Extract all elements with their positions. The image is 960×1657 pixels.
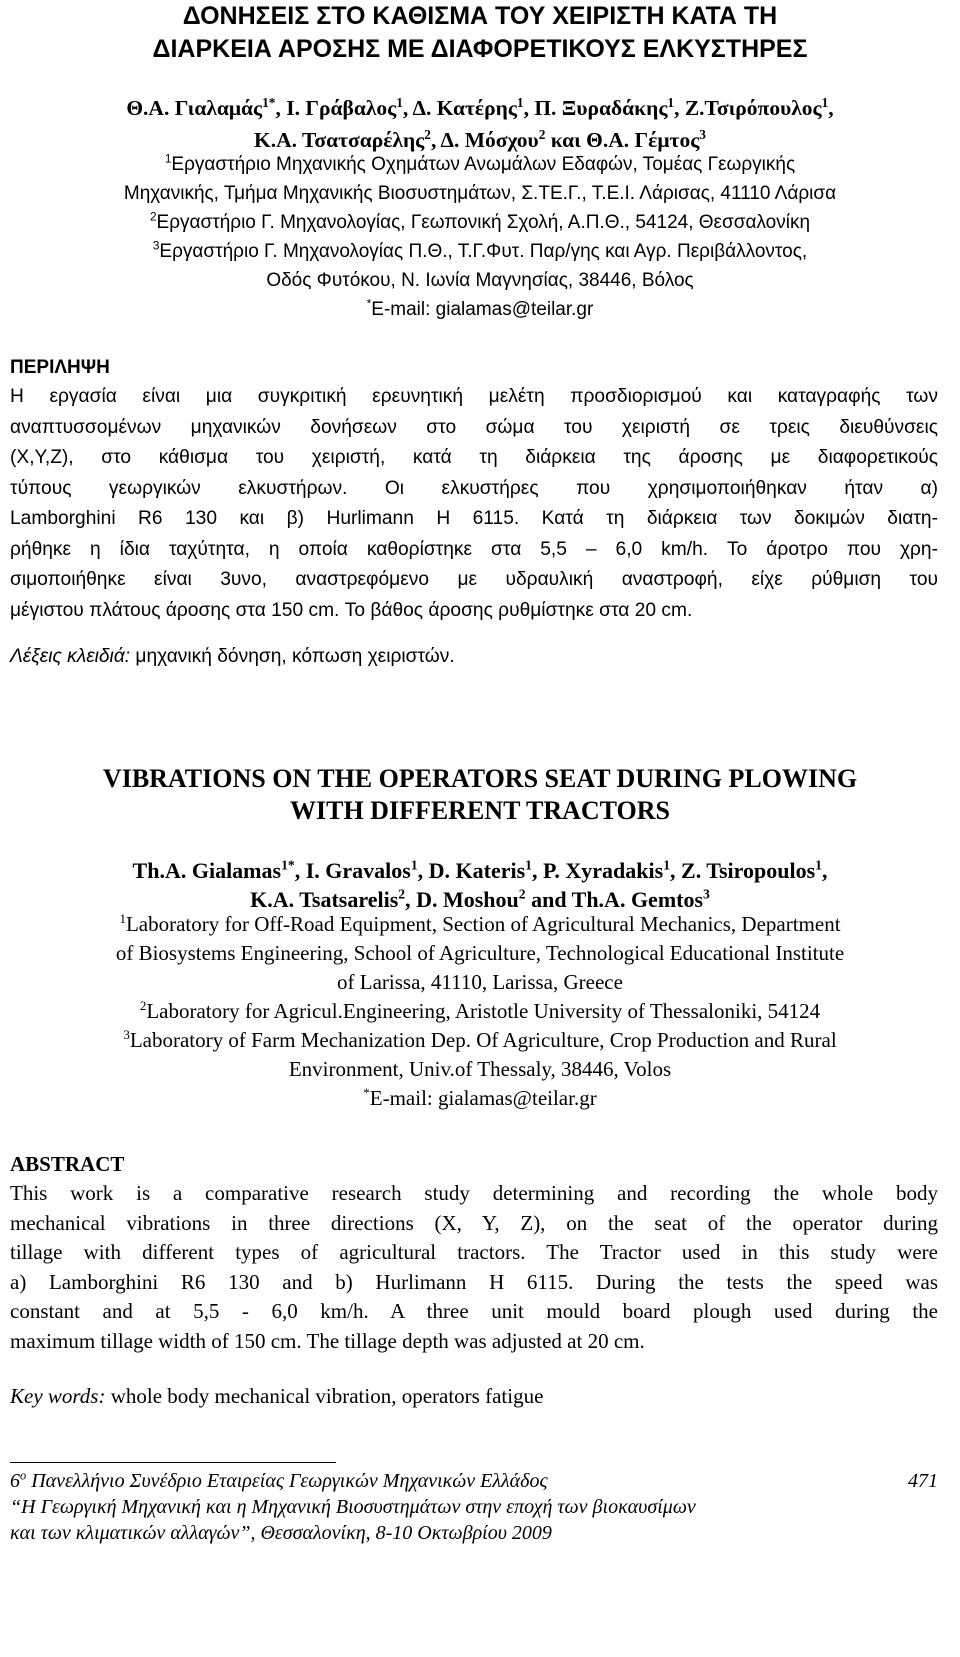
abstract-line: tillage with different types of agricultural tractors. The Tractor used in this study were [10,1240,938,1264]
keywords-label: Λέξεις κλειδιά: [10,646,131,667]
author-name: and Th.A. Gemtos [525,887,704,912]
author-separator: , [828,96,834,120]
affil-text: Εργαστήριο Γ. Μηχανολογίας, Γεωπονική Σχολή, Α.Π.Θ., 54124, Θεσσαλονίκη [156,212,811,233]
author-name: , Π. Ξυραδάκης [523,96,668,120]
author-affil-mark: 2 [424,126,431,142]
affiliation-line [0,1026,960,1055]
english-keywords [10,1384,938,1409]
conference-name: Πανελλήνιο Συνέδριο Εταιρείας Γεωργικών Μηχανικών Ελλάδος [26,1470,548,1492]
author-affil-mark: 1 [821,94,829,110]
author-affil-mark: 1 [667,94,675,110]
author-name: , P. Xyradakis [531,858,664,883]
author-affil-mark: 1* [262,94,276,110]
greek-abstract [10,382,938,626]
affiliation-line [0,237,960,266]
affil-text: Εργαστήριο Γ. Μηχανολογίας Π.Θ., Τ.Γ.Φυτ. Παρ/γης και Αγρ. Περιβάλλοντος, [159,241,808,262]
affil-text: Laboratory for Off-Road Equipment, Section of Agricultural Mechanics, Department [125,912,841,936]
affiliation-line: Μηχανικής, Τμήμα Μηχανικής Βιοσυστημάτων, Σ.ΤΕ.Γ., Τ.Ε.Ι. Λάρισας, 41110 Λάρισα [123,183,837,204]
abstract-line: μέγιστου πλάτους άροσης στα 150 cm. Το βάθος άροσης ρυθμίστηκε στα 20 cm. [10,599,693,621]
author-name: , Z. Tsiropoulos [670,858,816,883]
greek-title-line1: ΔΟΝΗΣΕΙΣ ΣΤΟ ΚΑΘΙΣΜΑ ΤΟΥ ΧΕΙΡΙΣΤΗ ΚΑΤΑ ΤΗ [182,2,778,30]
author-affil-mark: 1 [663,857,671,873]
keywords-text: μηχανική δόνηση, κόπωση χειριστών. [130,646,455,667]
author-name: , Δ. Κατέρης [402,96,517,120]
author-affil-mark: 2 [538,126,546,142]
page-number: 471 [908,1470,938,1492]
footer-line2: “Η Γεωργική Μηχανική και η Μηχανική Βιοσυστημάτων στην εποχή των βιοκαυσίμων [10,1496,696,1518]
author-name: , D. Moshou [405,887,519,912]
english-title-line1: VIBRATIONS ON THE OPERATORS SEAT DURING PLOWING [102,764,858,793]
english-affiliations [0,910,960,1113]
author-name: Th.A. Gialamas [132,858,282,883]
abstract-line: σιμοποιήθηκε είναι 3υνο, αναστρεφόμενο με υδραυλική αναστροφή, είχε ρύθμιση του [10,569,938,590]
email-mark: * [363,1085,370,1100]
email-text: E-mail: gialamas@teilar.gr [369,1086,597,1110]
english-authors [0,856,960,914]
abstract-line: a) Lamborghini R6 130 and b) Hurlimann H 6115. During the tests the speed was [10,1269,938,1294]
abstract-line: mechanical vibrations in three directions (X, Y, Z), on the seat of the operator during [10,1210,938,1235]
abstract-line: τύπους γεωργικών ελκυστήρων. Οι ελκυστήρες που χρησιμοποιήθηκαν ήταν α) [10,477,938,499]
author-affil-mark: 1* [281,857,295,873]
author-affil-mark: 1 [815,857,822,873]
english-abstract-heading: ABSTRACT [10,1152,125,1176]
author-name: Κ.Α. Τσατσαρέλης [254,128,425,152]
author-name: , Δ. Μόσχου [430,128,539,152]
greek-keywords [10,646,938,668]
email-line [0,295,960,324]
affil-text: Εργαστήριο Μηχανικής Οχημάτων Ανωμάλων Εδαφών, Τομέας Γεωργικής [171,154,796,175]
greek-abstract-heading: ΠΕΡΙΛΗΨΗ [10,357,110,378]
abstract-line: ρήθηκε η ίδια ταχύτητα, η οποία καθορίστηκε στα 5,5 – 6,0 km/h. Το άροτρο που χρη- [10,538,938,560]
english-abstract-text [10,1179,938,1356]
author-affil-mark: 3 [699,126,706,142]
affil-mark: 1 [164,152,172,166]
affiliation-line [0,150,960,179]
greek-title-line2: ΔΙΑΡΚΕΙΑ ΑΡΟΣΗΣ ΜΕ ΔΙΑΦΟΡΕΤΙΚΟΥΣ ΕΛΚΥΣΤΗΡΕΣ [152,35,808,63]
abstract-line: (Χ,Υ,Ζ), στο κάθισμα του χειριστή, κατά τη διάρκεια της άροσης με διαφορετικούς [10,447,938,468]
abstract-line: Lamborghini R6 130 και β) Hurlimann H 6115. Κατά τη διάρκεια των δοκιμών διατη- [10,508,938,529]
affil-mark: 3 [123,1027,130,1042]
greek-authors-line1 [0,92,960,124]
author-name: και Θ.Α. Γέμτος [545,128,700,152]
author-affil-mark: 3 [703,886,710,902]
greek-authors [0,92,960,156]
author-affil-mark: 2 [398,886,406,902]
author-affil-mark: 1 [516,94,524,110]
affiliation-line [0,208,960,237]
affiliation-line [0,997,960,1026]
affil-mark: 2 [139,998,147,1013]
conference-number: 6 [10,1470,20,1492]
affiliation-line: of Biosystems Engineering, School of Agriculture, Technological Educational Institute [115,941,845,965]
english-abstract [10,1179,938,1356]
footer-line1 [10,1468,938,1494]
footer-rule [10,1462,336,1463]
author-affil-mark: 1 [410,857,418,873]
author-name: , Ζ.Τσιρόπουλος [674,96,822,120]
abstract-line: Η εργασία είναι μια συγκριτική ερευνητική μελέτη προσδιορισμού και καταγραφής των [10,386,938,407]
english-authors-line1 [0,856,960,885]
author-name: Θ.Α. Γιαλαμάς [126,96,263,120]
author-name: , Ι. Γράβαλος [275,96,397,120]
english-title [0,763,960,827]
affil-text: Laboratory for Agricul.Engineering, Aristotle University of Thessaloniki, 54124 [146,999,821,1023]
author-name: K.A. Tsatsarelis [250,887,399,912]
affiliation-line: Οδός Φυτόκου, Ν. Ιωνία Μαγνησίας, 38446, Βόλος [266,270,694,291]
conference-ordinal: ο [20,1468,27,1483]
affiliation-line: Environment, Univ.of Thessaly, 38446, Volos [288,1057,672,1081]
keywords-label: Key words: [10,1384,106,1408]
abstract-line: αναπτυσσομένων μηχανικών δονήσεων στο σώμα του χειριστή σε τρεις διευθύνσεις [10,416,938,438]
author-affil-mark: 1 [525,857,532,873]
greek-affiliations [0,150,960,324]
footer-line3: και των κλιματικών αλλαγών”, Θεσσαλονίκη, 8-10 Οκτωβρίου 2009 [10,1522,552,1544]
greek-title [0,0,960,66]
author-separator: , [821,858,828,883]
affil-mark: 1 [119,911,126,926]
affil-mark: 2 [149,210,157,224]
greek-abstract-text [10,382,938,626]
abstract-line: constant and at 5,5 - 6,0 km/h. A three unit mould board plough used during the [10,1299,938,1323]
affil-text: Laboratory of Farm Mechanization Dep. Of Agriculture, Crop Production and Rural [129,1028,837,1052]
affiliation-line: of Larissa, 41110, Larissa, Greece [337,970,623,994]
email-mark: * [366,297,372,311]
author-name: , I. Gravalos [294,858,411,883]
abstract-line: maximum tillage width of 150 cm. The tillage depth was adjusted at 20 cm. [10,1328,645,1353]
affiliation-line [0,910,960,939]
author-affil-mark: 2 [518,886,526,902]
author-affil-mark: 1 [396,94,403,110]
affil-mark: 3 [152,239,160,253]
email-line [0,1084,960,1113]
english-title-line2: WITH DIFFERENT TRACTORS [290,796,670,825]
email-text: E-mail: gialamas@teilar.gr [371,299,594,320]
abstract-line: This work is a comparative research study determining and recording the whole body [10,1181,938,1205]
keywords-text: whole body mechanical vibration, operators fatigue [105,1384,544,1408]
author-name: , D. Kateris [417,858,526,883]
